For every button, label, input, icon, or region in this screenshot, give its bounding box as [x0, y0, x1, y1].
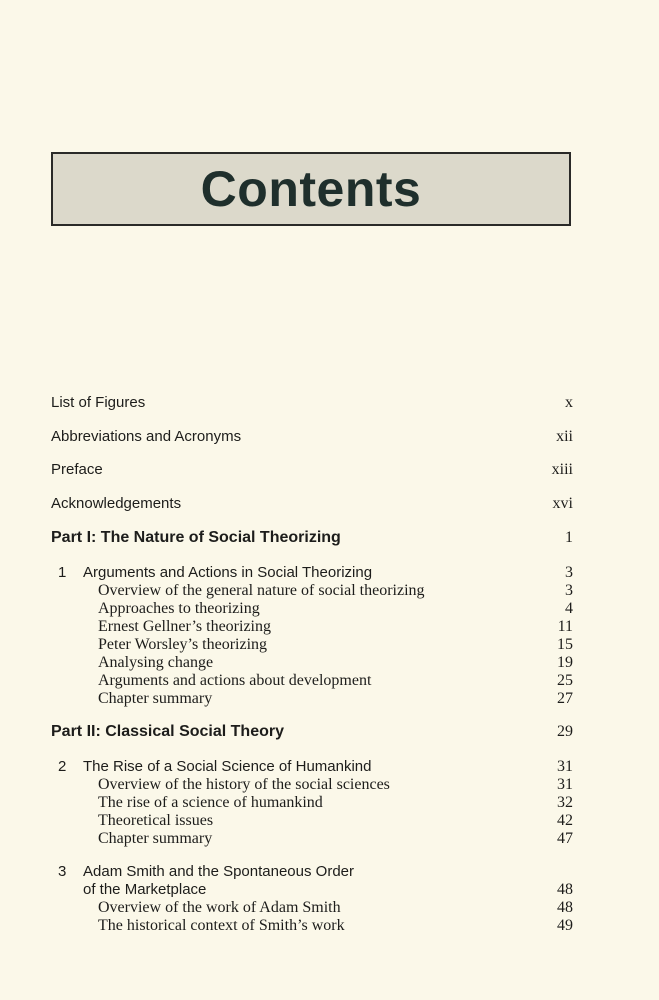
toc-entry-page: 49 [557, 917, 573, 934]
section-label: The rise of a science of humankind [98, 794, 323, 811]
toc-entry-page: 48 [557, 899, 573, 916]
section-label: Chapter summary [98, 830, 213, 847]
toc-entry-page: 32 [557, 794, 573, 811]
section-label: Peter Worsley’s theorizing [98, 636, 268, 653]
toc-entry-page: xii [556, 428, 573, 445]
toc-entry-label: List of Figures [51, 394, 146, 411]
chapter-number: 2 [58, 758, 67, 775]
toc-part-heading[interactable] [51, 529, 573, 551]
toc-entry-page: 31 [557, 776, 573, 793]
chapter-title-line-2: of the Marketplace [83, 881, 207, 898]
toc-entry-page: 27 [557, 690, 573, 707]
section-label: The historical context of Smith’s work [98, 917, 345, 934]
toc-entry[interactable] [51, 495, 573, 517]
toc-part-heading[interactable] [51, 723, 573, 745]
toc-entry-page: 19 [557, 654, 573, 671]
toc-entry-page: 4 [565, 600, 573, 617]
chapter-title: Arguments and Actions in Social Theorizing [83, 564, 373, 581]
toc-entry-page: 15 [557, 636, 573, 653]
toc-entry-page: 3 [565, 582, 573, 599]
toc-entry-label: Acknowledgements [51, 495, 182, 512]
section-label: Overview of the general nature of social theorizing [98, 582, 425, 599]
toc-section[interactable] [51, 830, 573, 852]
toc-entry[interactable] [51, 428, 573, 450]
toc-entry-page: 29 [557, 723, 573, 740]
chapter-title: The Rise of a Social Science of Humankind [83, 758, 372, 775]
toc-entry-label: Preface [51, 461, 103, 478]
chapter-title-line-1: Adam Smith and the Spontaneous Order [83, 863, 354, 880]
toc-entry[interactable] [51, 461, 573, 483]
section-label: Ernest Gellner’s theorizing [98, 618, 271, 635]
toc-entry-page: 25 [557, 672, 573, 689]
toc-entry-page: x [565, 394, 573, 411]
section-label: Arguments and actions about development [98, 672, 372, 689]
page-title: Contents [200, 161, 422, 217]
toc-entry-page: xiii [551, 461, 573, 478]
section-label: Chapter summary [98, 690, 213, 707]
toc-part-label: Part II: Classical Social Theory [51, 723, 284, 740]
toc-entry-page: 42 [557, 812, 573, 829]
section-label: Overview of the history of the social sciences [98, 776, 390, 793]
toc-entry-page: 48 [557, 881, 573, 898]
toc-part-label: Part I: The Nature of Social Theorizing [51, 529, 341, 546]
chapter-number: 3 [58, 863, 67, 880]
toc-entry-label: Abbreviations and Acronyms [51, 428, 242, 445]
toc-entry-page: 31 [557, 758, 573, 775]
contents-title-box [51, 152, 571, 226]
toc-entry-page: 1 [565, 529, 573, 546]
section-label: Approaches to theorizing [98, 600, 260, 617]
section-label: Theoretical issues [98, 812, 214, 829]
toc-entry-page: 3 [565, 564, 573, 581]
toc-entry-page: xvi [552, 495, 573, 512]
section-label: Overview of the work of Adam Smith [98, 899, 341, 916]
toc-entry[interactable] [51, 394, 573, 416]
toc-section[interactable] [51, 917, 573, 939]
toc-entry-page: 47 [557, 830, 573, 847]
section-label: Analysing change [98, 654, 214, 671]
toc-section[interactable] [51, 690, 573, 712]
chapter-number: 1 [58, 564, 67, 581]
toc-entry-page: 11 [557, 618, 573, 635]
